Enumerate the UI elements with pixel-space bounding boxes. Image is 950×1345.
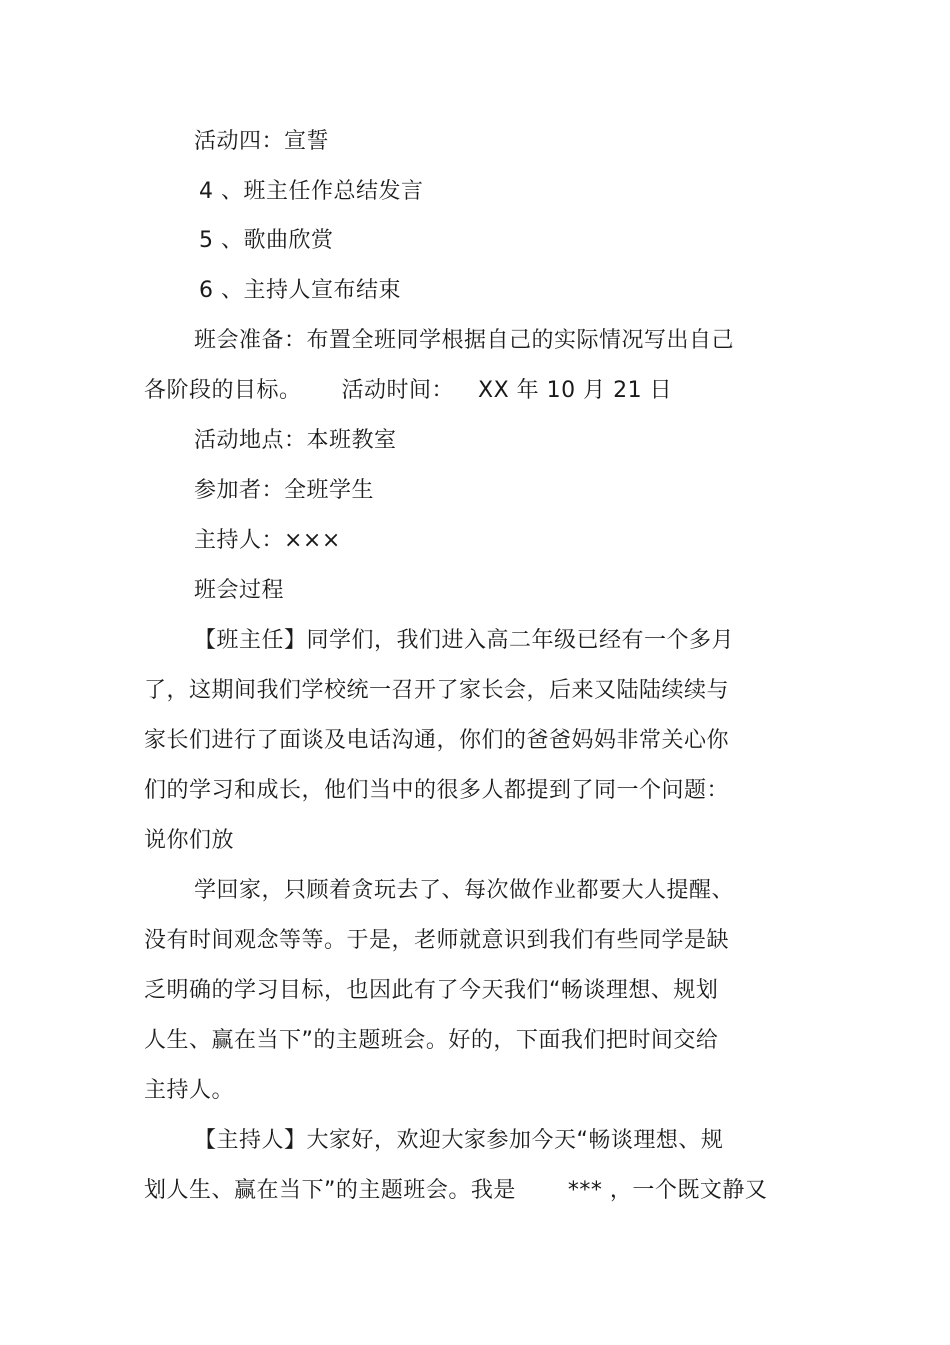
goals-text: 各阶段的目标。 xyxy=(144,378,302,403)
host-intro-text: 划人生、赢在当下”的主题班会。我是 xyxy=(144,1178,516,1203)
teacher-paragraph-line-1: 【班主任】同学们，我们进入高二年级已经有一个多月 xyxy=(194,628,735,653)
host-paragraph-line-2 xyxy=(144,1176,767,1206)
teacher-paragraph-line-10: 主持人。 xyxy=(144,1078,235,1103)
teacher-paragraph-line-7: 没有时间观念等等。于是，老师就意识到我们有些同学是缺 xyxy=(144,928,730,953)
host-name-placeholder: *** ，一个既文静又 xyxy=(567,1178,768,1203)
item-4-line: 4 、班主任作总结发言 xyxy=(199,179,424,204)
teacher-paragraph-line-4: 们的学习和成长，他们当中的很多人都提到了同一个问题： xyxy=(144,778,730,803)
teacher-paragraph-line-6: 学回家，只顾着贪玩去了、每次做作业都要大人提醒、 xyxy=(194,878,735,903)
process-heading: 班会过程 xyxy=(194,578,285,603)
host-line: 主持人：××× xyxy=(194,528,341,553)
location-line: 活动地点：本班教室 xyxy=(194,428,397,453)
teacher-paragraph-line-3: 家长们进行了面谈及电话沟通，你们的爸爸妈妈非常关心你 xyxy=(144,728,730,753)
activity-date: XX 年 10 月 21 日 xyxy=(478,378,673,403)
activity-time-label: 活动时间： xyxy=(341,378,455,403)
preparation-line: 班会准备：布置全班同学根据自己的实际情况写出自己 xyxy=(194,328,735,353)
teacher-paragraph-line-9: 人生、赢在当下”的主题班会。好的，下面我们把时间交给 xyxy=(144,1028,719,1053)
activity-four-line: 活动四：宣誓 xyxy=(194,129,330,154)
teacher-paragraph-line-5: 说你们放 xyxy=(144,828,235,853)
goals-time-line xyxy=(144,376,672,406)
teacher-paragraph-line-8: 乏明确的学习目标，也因此有了今天我们“畅谈理想、规划 xyxy=(144,978,719,1003)
item-6-line: 6 、主持人宣布结束 xyxy=(199,278,401,303)
item-5-line: 5 、歌曲欣赏 xyxy=(199,228,334,253)
participants-line: 参加者：全班学生 xyxy=(194,478,375,503)
host-paragraph-line-1: 【主持人】大家好，欢迎大家参加今天“畅谈理想、规 xyxy=(194,1128,724,1153)
teacher-paragraph-line-2: 了，这期间我们学校统一召开了家长会，后来又陆陆续续与 xyxy=(144,678,730,703)
